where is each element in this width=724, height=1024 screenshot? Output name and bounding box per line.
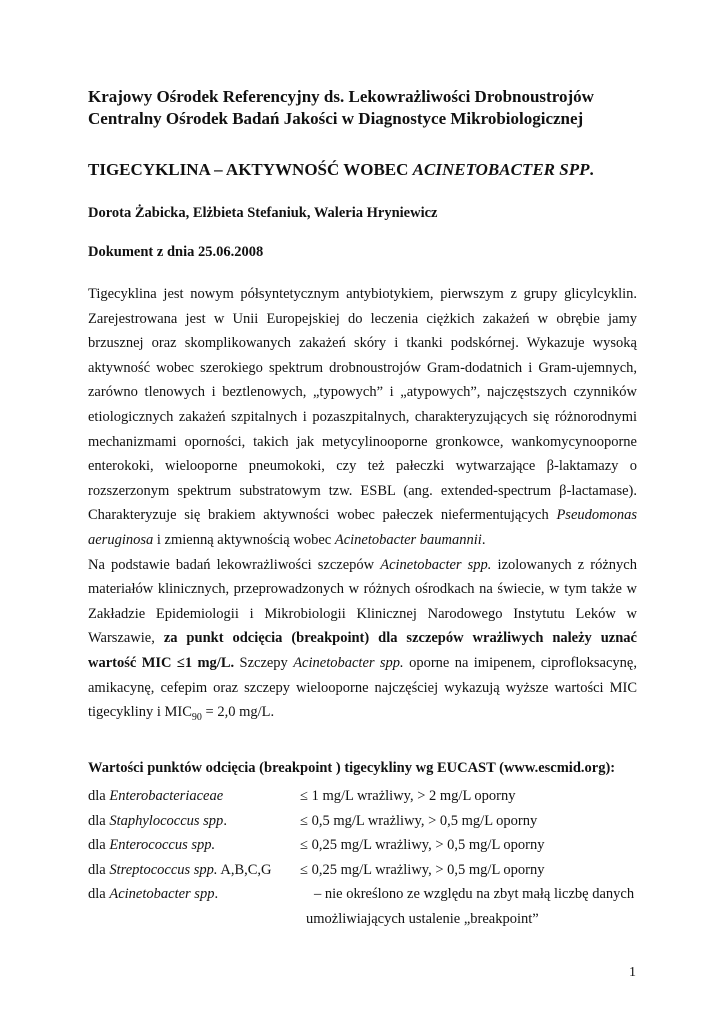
breakpoints-list	[88, 784, 648, 931]
breakpoints-heading: Wartości punktów odcięcia (breakpoint ) tigecykliny wg EUCAST (www.escmid.org):	[88, 760, 616, 776]
breakpoint-value: ≤ 0,5 mg/L wrażliwy, > 0,5 mg/L oporny	[300, 812, 538, 829]
paragraph-1-end: .	[481, 531, 486, 548]
title-organism: ACINETOBACTER SPP	[412, 160, 590, 179]
organism-extra: A,B,C,G	[217, 861, 272, 878]
organism-extra: .	[223, 812, 227, 829]
paragraph-2-t5: = 2,0 mg/L.	[201, 704, 275, 721]
breakpoint-row-enterobacteriaceae	[88, 784, 648, 809]
breakpoint-row-acinetobacter	[88, 882, 648, 907]
breakpoint-organism	[88, 833, 300, 858]
paragraph-2-t4: oporne na imipenem, ciprofloksacynę, amikacynę, cefepim oraz szczepy wielooporne najczęściej wykazują wyższe wartości MIC tigecykliny i MIC	[88, 654, 637, 721]
breakpoint-row-streptococcus	[88, 858, 648, 883]
organism-extra: .	[214, 886, 219, 902]
breakpoint-organism	[88, 784, 300, 809]
breakpoint-value: ≤ 0,25 mg/L wrażliwy, > 0,5 mg/L oporny	[300, 837, 545, 853]
breakpoint-value: – nie określono ze względu na zbyt małą liczbę danych	[314, 886, 635, 902]
paragraph-1	[88, 282, 637, 553]
paragraph-1-mid: i zmienną aktywnością wobec	[153, 531, 335, 548]
breakpoint-value: ≤ 1 mg/L wrażliwy, > 2 mg/L oporny	[300, 788, 516, 804]
organism-name: Enterococcus spp.	[109, 837, 216, 853]
authors: Dorota Żabicka, Elżbieta Stefaniuk, Waleria Hryniewicz	[88, 205, 438, 221]
institution-line-2: Centralny Ośrodek Badań Jakości w Diagnostyce Mikrobiologicznej	[88, 109, 584, 128]
organism-name: Streptococcus spp.	[109, 861, 218, 878]
dla-prefix: dla	[88, 812, 110, 829]
breakpoint-row-staphylococcus	[88, 809, 648, 834]
page-number: 1	[629, 965, 636, 980]
acinetobacter-note-continuation: umożliwiających ustalenie „breakpoint”	[306, 910, 539, 927]
breakpoint-organism	[88, 809, 300, 834]
paragraph-2	[88, 553, 637, 731]
dla-prefix: dla	[88, 837, 110, 853]
breakpoint-value: ≤ 0,25 mg/L wrażliwy, > 0,5 mg/L oporny	[300, 861, 545, 878]
breakpoint-statement: za punkt odcięcia (breakpoint) dla szczepów wrażliwych należy uznać wartość MIC ≤1 mg/L.	[88, 630, 637, 671]
organism-name: Staphylococcus spp	[109, 812, 224, 829]
breakpoint-organism	[88, 882, 300, 907]
organism-name: Acinetobacter spp	[109, 886, 215, 902]
dla-prefix: dla	[88, 788, 110, 804]
paragraph-2-t2: izolowanych z różnych materiałów klinicznych, przeprowadzonych w różnych ośrodkach na świecie, w tym także w Zakładzie Epidemiologii i Mikrobiologii Klinicznej Narodowego Instytutu Leków w Warszawie,	[88, 556, 637, 647]
acinetobacter-name-2: Acinetobacter spp.	[293, 654, 404, 671]
body-text	[88, 282, 637, 731]
institution-line-1: Krajowy Ośrodek Referencyjny ds. Lekowrażliwości Drobnoustrojów	[88, 87, 594, 106]
breakpoint-organism	[88, 858, 300, 883]
paragraph-2-t3: Szczepy	[234, 654, 294, 671]
paragraph-1-text: Tigecyklina jest nowym półsyntetycznym antybiotykiem, pierwszym z grupy glicylcyklin. Zarejestrowana jest w Unii Europejskiej do leczenia ciężkich zakażeń w obrębie jamy brzusznej oraz skomplikowanych zakażeń skóry i tkanki podskórnej. Wykazuje wysoką aktywność wobec szerokiego spektrum drobnoustrojów Gram-dodatnich i Gram-ujemnych, zarówno tlenowych i beztlenowych, „typowych” i „atypowych”, najczęstszych czynników etiologicznych zakażeń szpitalnych i pozaszpitalnych, charakteryzujących się różnorodnymi mechanizmami oporności, takich jak metycylinooporne gronkowce, wankomycynooporne enterokoki, wielooporne pneumokoki, czy też pałeczki wytwarzające β-laktamazy o rozszerzonym spektrum substratowym tzw. ESBL (ang. extended-spectrum β-lactamase). Charakteryzuje się brakiem aktywności wobec pałeczek niefermentujących	[88, 286, 637, 524]
organism-name: Enterobacteriaceae	[109, 788, 224, 804]
title-prefix: TIGECYKLINA – AKTYWNOŚĆ WOBEC	[88, 160, 413, 179]
acinetobacter-name-1: Acinetobacter spp.	[380, 556, 492, 573]
baumannii-name: Acinetobacter baumannii	[334, 531, 482, 548]
dla-prefix: dla	[88, 886, 110, 902]
institution-header	[88, 86, 648, 130]
document-date: Dokument z dnia 25.06.2008	[88, 244, 264, 260]
title-suffix: .	[589, 160, 594, 179]
paragraph-2-t1: Na podstawie badań lekowrażliwości szczepów	[88, 556, 381, 573]
pseudomonas-name: Pseudomonas aeruginosa	[88, 507, 637, 548]
breakpoint-row-enterococcus	[88, 833, 648, 858]
mic-subscript: 90	[191, 711, 202, 723]
dla-prefix: dla	[88, 861, 110, 878]
document-title	[88, 160, 594, 180]
